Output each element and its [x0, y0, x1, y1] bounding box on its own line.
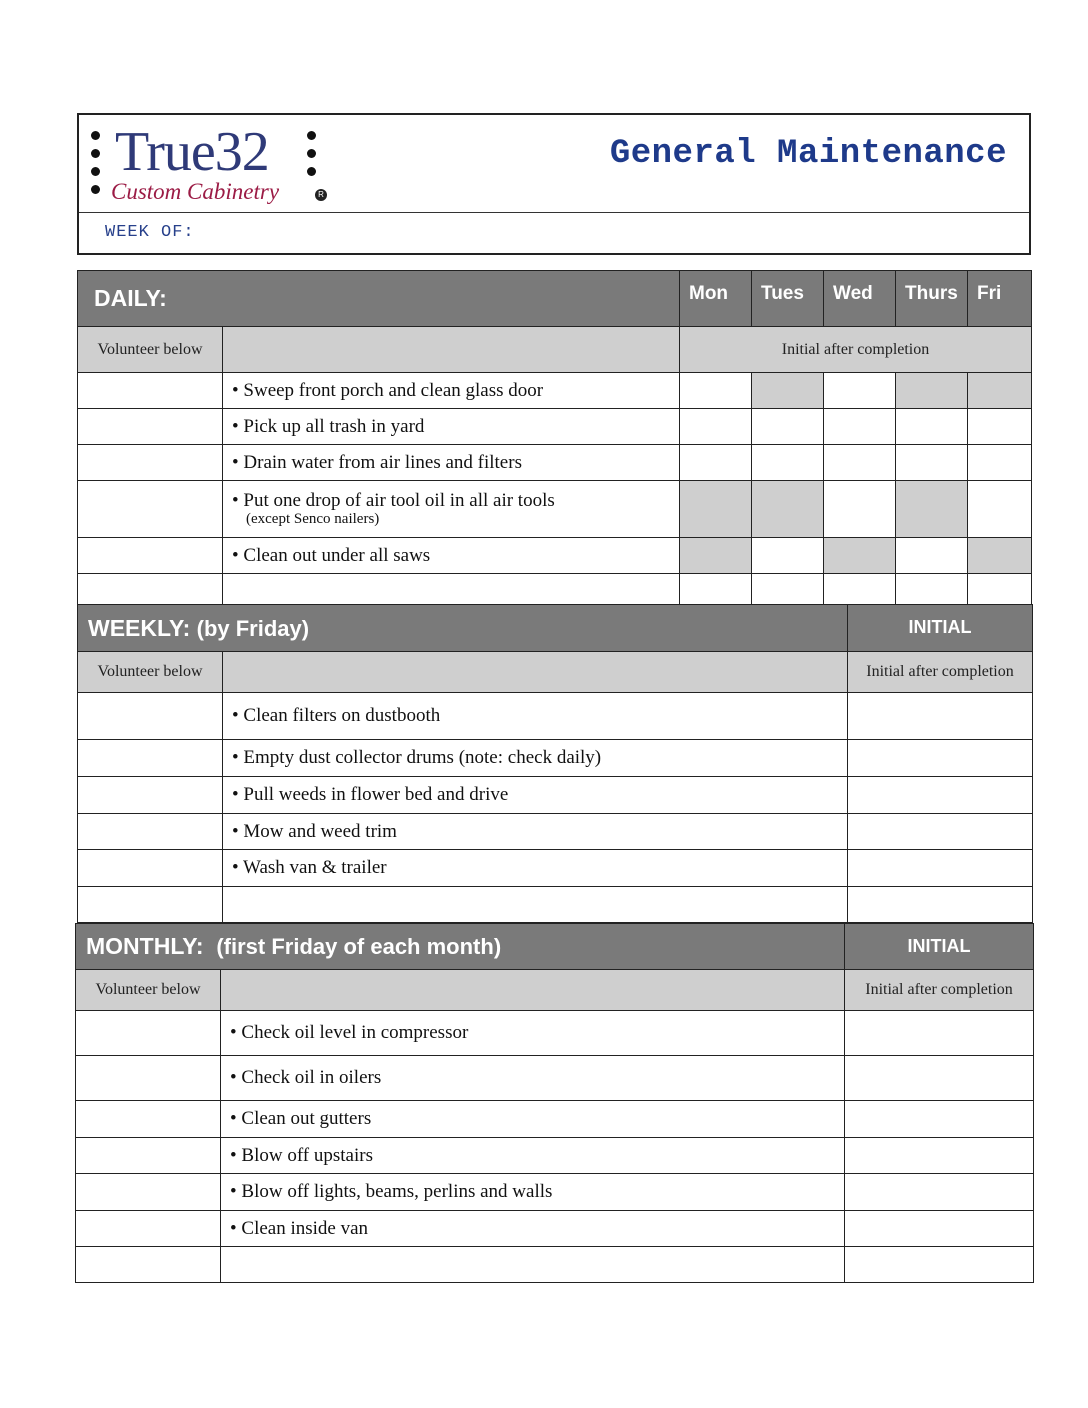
volunteer-cell[interactable] — [78, 373, 223, 409]
monthly-subheader-row — [76, 970, 1034, 1011]
initial-cell-fri — [968, 538, 1032, 574]
initial-label: Initial after completion — [680, 327, 1032, 373]
initial-cell[interactable] — [845, 1211, 1034, 1247]
initial-cell-thurs[interactable] — [896, 409, 968, 445]
task-cell — [223, 481, 680, 538]
task-cell — [221, 1101, 845, 1138]
daily-table — [77, 270, 1032, 605]
initial-cell[interactable] — [845, 1138, 1034, 1174]
day-tues: Tues — [752, 271, 824, 327]
initial-cell-wed[interactable] — [824, 574, 896, 605]
volunteer-cell[interactable] — [78, 538, 223, 574]
initial-cell-wed[interactable] — [824, 445, 896, 481]
table-row — [76, 1056, 1034, 1101]
initial-cell-tues[interactable] — [752, 538, 824, 574]
task-text: • Wash van & trailer — [232, 857, 387, 878]
initial-cell[interactable] — [845, 1247, 1034, 1283]
weekly-initial-header: INITIAL — [848, 605, 1033, 652]
daily-title: DAILY: — [78, 271, 680, 327]
weekly-subtitle: (by Friday) — [196, 615, 310, 641]
task-cell — [223, 693, 848, 740]
table-row — [78, 850, 1033, 887]
initial-cell-fri[interactable] — [968, 409, 1032, 445]
initial-cell-thurs[interactable] — [896, 538, 968, 574]
initial-cell-fri[interactable] — [968, 481, 1032, 538]
weekly-table — [77, 604, 1033, 923]
daily-subheader-row — [78, 327, 1032, 373]
task-column-header — [223, 327, 680, 373]
volunteer-cell[interactable] — [78, 740, 223, 777]
monthly-subtitle: (first Friday of each month) — [216, 934, 502, 959]
task-note: (except Senco nailers) — [246, 511, 380, 527]
initial-cell-tues[interactable] — [752, 445, 824, 481]
task-cell — [223, 850, 848, 887]
initial-cell-mon — [680, 538, 752, 574]
task-text: • Put one drop of air tool oil in all air tools — [232, 490, 555, 511]
task-text: • Pick up all trash in yard — [232, 415, 425, 437]
initial-cell-wed[interactable] — [824, 409, 896, 445]
table-row — [78, 693, 1033, 740]
volunteer-cell[interactable] — [76, 1247, 221, 1283]
daily-header-row — [78, 271, 1032, 327]
initial-cell-wed[interactable] — [824, 373, 896, 409]
monthly-tasks — [76, 1011, 1034, 1283]
day-wed: Wed — [824, 271, 896, 327]
day-fri: Fri — [968, 271, 1032, 327]
weekly-title-cell — [78, 605, 848, 652]
task-text: • Clean out under all saws — [232, 544, 431, 566]
table-row — [78, 814, 1033, 850]
initial-cell-tues — [752, 481, 824, 538]
initial-cell[interactable] — [848, 850, 1033, 887]
initial-cell[interactable] — [845, 1056, 1034, 1101]
weekly-header-row — [78, 605, 1033, 652]
initial-cell[interactable] — [848, 740, 1033, 777]
initial-cell-fri[interactable] — [968, 445, 1032, 481]
table-row — [78, 777, 1033, 814]
weekly-title: WEEKLY: — [88, 614, 191, 641]
initial-cell-thurs — [896, 481, 968, 538]
initial-cell-thurs[interactable] — [896, 445, 968, 481]
registered-icon: R — [315, 189, 327, 201]
task-text: • Check oil in oilers — [230, 1067, 382, 1088]
task-cell — [223, 409, 680, 445]
task-text: • Blow off lights, beams, perlins and walls — [230, 1181, 553, 1202]
volunteer-cell[interactable] — [76, 1011, 221, 1056]
table-row — [78, 373, 1032, 409]
monthly-title-cell — [76, 924, 845, 970]
initial-cell-mon[interactable] — [680, 574, 752, 605]
volunteer-cell[interactable] — [78, 574, 223, 605]
table-row — [78, 481, 1032, 538]
initial-cell[interactable] — [845, 1011, 1034, 1056]
task-cell — [221, 1011, 845, 1056]
monthly-title: MONTHLY: — [86, 933, 204, 959]
logo-dots-left — [91, 131, 101, 203]
task-text: • Clean filters on dustbooth — [232, 705, 441, 726]
day-thurs: Thurs — [896, 271, 968, 327]
initial-label: Initial after completion — [845, 970, 1034, 1011]
volunteer-label: Volunteer below — [78, 327, 223, 373]
initial-cell-mon[interactable] — [680, 373, 752, 409]
task-text: • Mow and weed trim — [232, 820, 397, 842]
initial-cell-tues[interactable] — [752, 574, 824, 605]
table-row — [76, 1101, 1034, 1138]
table-row — [78, 538, 1032, 574]
initial-cell-wed[interactable] — [824, 481, 896, 538]
task-text: • Check oil level in compressor — [230, 1022, 469, 1043]
task-cell — [221, 1211, 845, 1247]
initial-cell-mon — [680, 481, 752, 538]
task-column-header — [221, 970, 845, 1011]
task-cell — [223, 538, 680, 574]
task-cell — [221, 1056, 845, 1101]
task-cell[interactable] — [223, 574, 680, 605]
volunteer-cell[interactable] — [78, 814, 223, 850]
week-of-label: WEEK OF: — [105, 223, 195, 242]
task-cell — [223, 373, 680, 409]
initial-cell[interactable] — [848, 814, 1033, 850]
initial-cell-fri[interactable] — [968, 574, 1032, 605]
initial-cell-mon[interactable] — [680, 445, 752, 481]
volunteer-label: Volunteer below — [76, 970, 221, 1011]
volunteer-cell[interactable] — [78, 887, 223, 923]
weekly-subheader-row — [78, 652, 1033, 693]
table-row — [78, 887, 1033, 923]
monthly-initial-header: INITIAL — [845, 924, 1034, 970]
daily-tasks — [78, 373, 1032, 605]
logo-dots-right — [307, 131, 317, 185]
task-column-header — [223, 652, 848, 693]
task-cell[interactable] — [221, 1247, 845, 1283]
volunteer-cell[interactable] — [76, 1174, 221, 1211]
initial-label: Initial after completion — [848, 652, 1033, 693]
task-text: • Clean out gutters — [230, 1108, 372, 1129]
task-text: • Clean inside van — [230, 1217, 369, 1239]
task-text: • Drain water from air lines and filters — [232, 451, 522, 473]
task-cell[interactable] — [223, 887, 848, 923]
volunteer-cell[interactable] — [76, 1138, 221, 1174]
table-row — [76, 1174, 1034, 1211]
task-text: • Pull weeds in flower bed and drive — [232, 784, 509, 805]
monthly-header-row — [76, 924, 1034, 970]
table-row — [76, 1138, 1034, 1174]
monthly-table — [75, 923, 1034, 1283]
task-cell — [221, 1174, 845, 1211]
initial-cell-fri — [968, 373, 1032, 409]
volunteer-cell[interactable] — [78, 445, 223, 481]
table-row — [78, 740, 1033, 777]
task-cell — [223, 814, 848, 850]
initial-cell[interactable] — [848, 887, 1033, 923]
initial-cell-tues[interactable] — [752, 409, 824, 445]
document-title: General Maintenance — [609, 135, 1007, 173]
initial-cell-wed — [824, 538, 896, 574]
task-text: • Empty dust collector drums (note: check daily) — [232, 747, 602, 768]
task-text: • Sweep front porch and clean glass door — [232, 379, 544, 401]
volunteer-cell[interactable] — [76, 1101, 221, 1138]
table-row — [78, 574, 1032, 605]
table-row — [78, 409, 1032, 445]
volunteer-cell[interactable] — [78, 481, 223, 538]
logo-tagline: Custom Cabinetry — [111, 179, 280, 204]
initial-cell-thurs[interactable] — [896, 574, 968, 605]
volunteer-cell[interactable] — [76, 1211, 221, 1247]
day-mon: Mon — [680, 271, 752, 327]
initial-cell[interactable] — [848, 693, 1033, 740]
company-logo — [89, 121, 329, 209]
header-top-row — [79, 115, 1029, 213]
volunteer-label: Volunteer below — [78, 652, 223, 693]
task-cell — [223, 445, 680, 481]
task-cell — [223, 777, 848, 814]
volunteer-cell[interactable] — [78, 777, 223, 814]
initial-cell[interactable] — [845, 1101, 1034, 1138]
table-row — [76, 1211, 1034, 1247]
volunteer-cell[interactable] — [76, 1056, 221, 1101]
initial-cell[interactable] — [848, 777, 1033, 814]
table-row — [78, 445, 1032, 481]
initial-cell-tues — [752, 373, 824, 409]
table-row — [76, 1247, 1034, 1283]
initial-cell-thurs — [896, 373, 968, 409]
weekly-tasks — [78, 693, 1033, 923]
volunteer-cell[interactable] — [78, 409, 223, 445]
initial-cell[interactable] — [845, 1174, 1034, 1211]
volunteer-cell[interactable] — [78, 850, 223, 887]
task-cell — [223, 740, 848, 777]
task-cell — [221, 1138, 845, 1174]
task-text: • Blow off upstairs — [230, 1144, 373, 1166]
form-header — [77, 113, 1031, 255]
volunteer-cell[interactable] — [78, 693, 223, 740]
table-row — [76, 1011, 1034, 1056]
initial-cell-mon[interactable] — [680, 409, 752, 445]
logo-wordmark: True32 — [115, 121, 269, 183]
